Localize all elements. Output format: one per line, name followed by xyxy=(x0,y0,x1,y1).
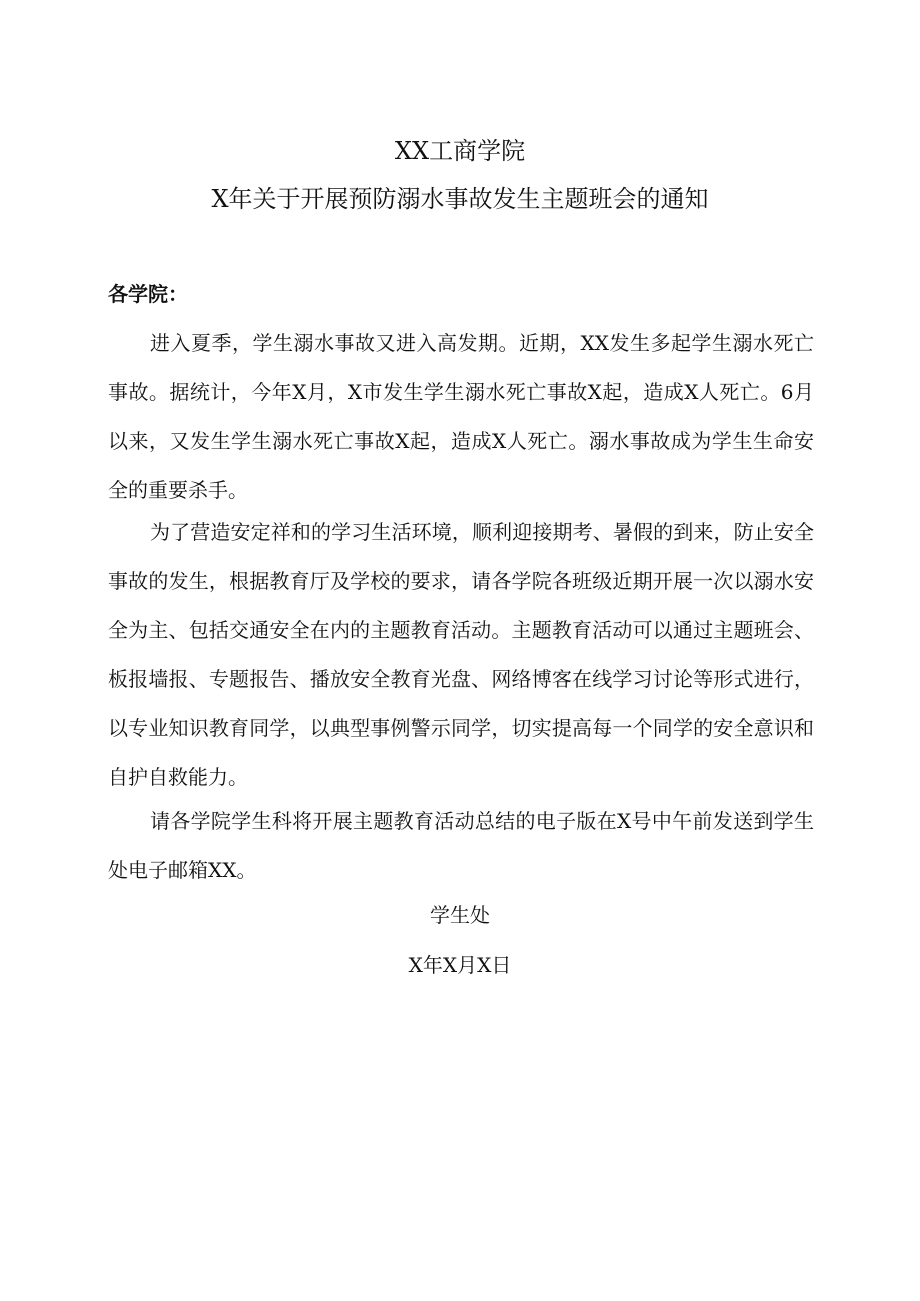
signature-office: 学生处 xyxy=(430,903,490,927)
signature-date: X年X月X日 xyxy=(408,953,512,977)
document-title-notice: X年关于开展预防溺水事故发生主题班会的通知 xyxy=(211,185,709,213)
salutation: 各学院： xyxy=(108,282,188,306)
paragraph-1: 进入夏季，学生溺水事故又进入高发期。近期，XX发生多起学生溺水死亡事故。据统计，今年X月，X市发生学生溺水死亡事故X起，造成X人死亡。6月以来，又发生学生溺水死亡事故X起，造成X人死亡。溺水事故成为学生生命安全的重要杀手。 xyxy=(108,331,814,502)
paragraph-3: 请各学院学生科将开展主题教育活动总结的电子版在X号中午前发送到学生处电子邮箱XX。 xyxy=(108,809,814,882)
document-title-institution: XX工商学院 xyxy=(394,137,526,165)
paragraph-2: 为了营造安定祥和的学习生活环境，顺利迎接期考、暑假的到来，防止安全事故的发生，根据教育厅及学校的要求，请各学院各班级近期开展一次以溺水安全为主、包括交通安全在内的主题教育活动。主题教育活动可以通过主题班会、板报墙报、专题报告、播放安全教育光盘、网络博客在线学习讨论等形式进行，以专业知识教育同学，以典型事例警示同学，切实提高每一个同学的安全意识和自护自救能力。 xyxy=(108,520,814,789)
